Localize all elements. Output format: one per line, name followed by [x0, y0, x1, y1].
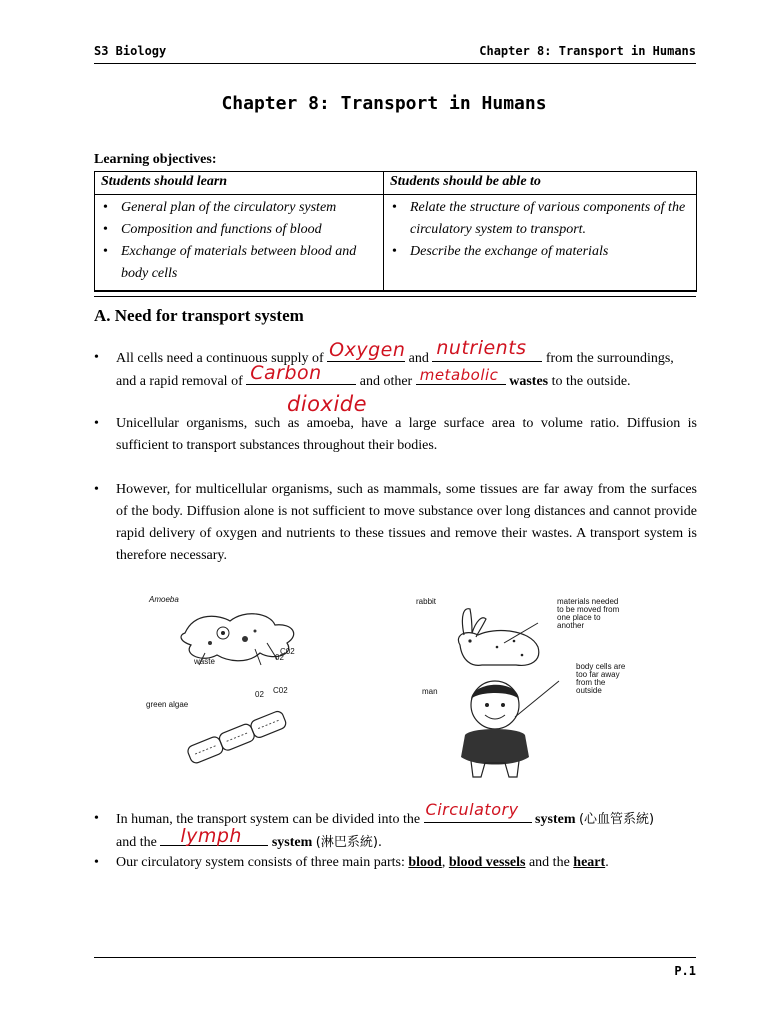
answer-blank — [160, 825, 268, 847]
label-co2: C02 — [280, 647, 295, 656]
objective-item: • Relate the structure of various components of the circulatory system to transport. — [410, 197, 690, 241]
answer-blank — [327, 339, 406, 362]
paragraph-text: However, for multicellular organisms, such as mammals, some tissues are far away from the surfaces of the body. Diffusion alone is not sufficient to move substance over long distances and cannot provide rapid delivery of oxygen and nutrients to these tissues and remove their wastes. A transport system is therefore necessary. — [116, 482, 697, 563]
answer-blank — [416, 366, 506, 385]
objectives-table — [94, 171, 697, 292]
paragraph-cell-supply — [94, 337, 697, 393]
paragraph-unicellular — [94, 413, 697, 457]
bullet: • — [94, 482, 99, 497]
paragraph-circulatory-parts — [94, 852, 697, 874]
label-amoeba: Amoeba — [149, 595, 179, 604]
handwritten-answer: Carbon — [250, 362, 322, 384]
note-body-cells: body cells are too far away from the outside — [576, 662, 626, 695]
bullet: • — [94, 416, 99, 431]
paragraph-multicellular — [94, 479, 697, 567]
handwritten-answer: Circulatory — [425, 800, 519, 819]
objective-item: • General plan of the circulatory system — [121, 197, 377, 219]
handwritten-answer: metabolic — [419, 366, 499, 384]
answer-blank — [432, 337, 542, 362]
objectives-col2-header: Students should be able to — [384, 172, 697, 195]
label-man: man — [422, 687, 438, 696]
paragraph-text: Unicellular organisms, such as amoeba, have a large surface area to volume ratio. Diffusion is sufficient to transport substances throughout their bodies. — [116, 416, 697, 453]
man-drawing — [455, 677, 565, 793]
paragraph-text: Our circulatory system consists of three main parts: blood, blood vessels and the heart. — [116, 855, 609, 870]
answer-blank — [246, 362, 356, 385]
label-green-algae: green algae — [146, 700, 189, 709]
objectives-col1 — [95, 195, 384, 292]
handwritten-answer: nutrients — [436, 337, 527, 359]
green-algae-drawing — [180, 697, 300, 777]
paragraph-text: All cells need a continuous supply of Oxygen and nutrients from the surroundings, and a rapid removal of Carbon and other metabolic wastes to the outside. — [116, 337, 674, 389]
objectives-label: Learning objectives: — [94, 152, 217, 167]
label-o2: 02 — [275, 653, 284, 662]
label-o2-algae: 02 — [255, 690, 264, 699]
footer-rule — [94, 957, 696, 958]
note-materials: materials needed to be moved from one place to another — [557, 597, 620, 630]
objective-item: • Exchange of materials between blood and body cells — [121, 241, 377, 285]
paragraph-text: In human, the transport system can be divided into the Circulatory system (心血管系統) and the lymph system (淋巴系統). — [116, 800, 655, 850]
header-chapter: Chapter 8: Transport in Humans — [479, 44, 696, 58]
objectives-col1-header: Students should learn — [95, 172, 384, 195]
rabbit-drawing — [442, 605, 552, 675]
answer-blank — [424, 800, 532, 823]
figure-transport-need — [120, 585, 680, 795]
handwritten-answer: lymph — [180, 825, 242, 847]
label-rabbit: rabbit — [416, 597, 437, 606]
handwritten-answer: Oxygen — [329, 339, 406, 361]
page-title: Chapter 8: Transport in Humans — [221, 93, 547, 114]
bullet: • — [94, 855, 99, 870]
label-waste: waste — [194, 657, 215, 666]
objectives-col2 — [384, 195, 697, 292]
label-co2-algae: C02 — [273, 686, 288, 695]
section-heading: A. Need for transport system — [94, 306, 304, 325]
section-divider — [94, 290, 696, 297]
bullet: • — [94, 350, 99, 365]
bullet: • — [94, 811, 99, 826]
header-subject: S3 Biology — [94, 44, 167, 58]
objective-item: • Composition and functions of blood — [121, 219, 377, 241]
handwritten-answer-continued: dioxide — [287, 392, 368, 416]
paragraph-transport-system — [94, 800, 697, 854]
page-number: P.1 — [674, 964, 696, 978]
header-rule — [94, 63, 696, 64]
objective-item: • Describe the exchange of materials — [410, 241, 690, 263]
page-header — [94, 44, 696, 60]
